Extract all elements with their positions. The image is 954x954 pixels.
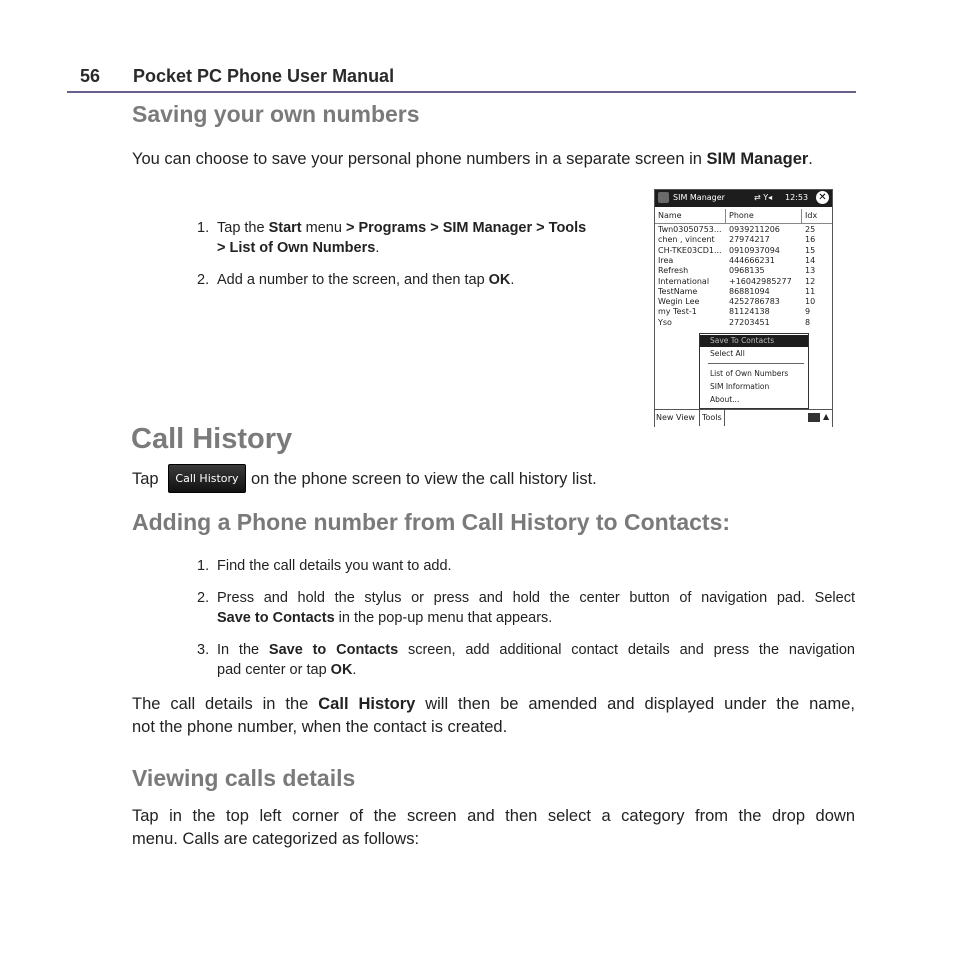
step-text-b: Save to Contacts (217, 610, 335, 626)
contact-phone: 4252786783 (729, 297, 780, 307)
keyboard-icon[interactable] (808, 413, 820, 422)
step-text-e: OK (330, 662, 353, 678)
tools-button[interactable]: Tools (699, 409, 725, 426)
step-text-e: . (375, 240, 380, 256)
manual-title: Pocket PC Phone User Manual (133, 66, 395, 86)
contact-phone: 81124138 (729, 307, 770, 317)
step-text-line2 (217, 608, 855, 628)
step-text-b: Save to Contacts (268, 642, 399, 658)
contact-index: 11 (805, 286, 816, 296)
device-menu-bar (655, 409, 832, 427)
contact-name: CH-TKE03CD1... (658, 245, 722, 255)
header-divider (67, 91, 856, 93)
intro-paragraph (132, 148, 855, 171)
step-1 (197, 556, 855, 578)
device-app-title: SIM Manager (673, 193, 725, 202)
tap-instruction: on the phone screen to view the call history list. (251, 470, 597, 488)
contact-row[interactable] (655, 225, 832, 235)
tap-word: Tap (132, 470, 159, 488)
contact-row[interactable] (655, 277, 832, 287)
step-number: 3. (197, 642, 210, 658)
contact-phone: 86881094 (729, 286, 770, 296)
contact-row[interactable] (655, 235, 832, 245)
contact-index: 12 (805, 276, 816, 286)
contact-name: chen , vincent (658, 235, 715, 245)
menu-item-list-of-own-numbers[interactable] (700, 368, 808, 380)
up-arrow-icon[interactable]: ▲ (823, 412, 830, 421)
call-history-button[interactable]: Call History (168, 464, 246, 493)
contact-row[interactable] (655, 246, 832, 256)
step-text-b: OK (488, 272, 511, 288)
contact-phone: 444666231 (729, 255, 775, 265)
menu-item-select-all[interactable] (700, 348, 808, 360)
step-3 (197, 640, 855, 682)
paragraph-line2: not the phone number, when the contact is created. (132, 718, 508, 736)
new-view-button[interactable]: New View (656, 413, 695, 422)
contact-name: Refresh (658, 266, 689, 276)
contact-index: 25 (805, 225, 816, 234)
signal-icon: ⇄ Y◂ (754, 193, 773, 202)
step-text-d: > Programs > SIM Manager > Tools > List of Own Numbers (217, 220, 587, 256)
tools-menu (699, 333, 809, 409)
step-text-line1 (217, 640, 855, 660)
step-2 (197, 270, 597, 292)
step-text-b: Start (268, 220, 302, 236)
step-text-c: in the pop-up menu that appears. (334, 610, 553, 626)
step-number: 2. (197, 590, 210, 606)
close-icon[interactable]: ✕ (816, 191, 829, 204)
paragraph-line1 (132, 693, 855, 716)
intro-text: You can choose to save your personal phone numbers in a separate screen in (132, 150, 707, 168)
contact-row[interactable] (655, 297, 832, 307)
menu-item-label: List of Own Numbers (710, 369, 789, 378)
menu-item-label: SIM Information (710, 382, 770, 391)
heading-call-history: Call History (131, 423, 293, 455)
intro-bold: SIM Manager (706, 150, 809, 168)
contact-row[interactable] (655, 318, 832, 328)
contact-name: my Test-1 (658, 307, 697, 317)
step-text-a: Tap the (217, 220, 269, 236)
step-number: 1. (197, 558, 210, 574)
contact-name: International (658, 276, 710, 286)
contact-index: 9 (805, 307, 811, 317)
contact-index: 10 (805, 297, 816, 307)
contact-phone: 0939211206 (729, 225, 780, 234)
column-phone[interactable]: Phone (729, 211, 754, 220)
windows-start-icon[interactable] (658, 192, 669, 203)
step-text: Find the call details you want to add. (217, 558, 452, 574)
step-text-c: . (510, 272, 515, 288)
contact-index: 13 (805, 266, 816, 276)
contact-index: 15 (805, 245, 816, 255)
step-number: 2. (197, 272, 210, 288)
step-text-d: pad center or tap (217, 662, 331, 678)
step-text-line2 (217, 660, 855, 680)
device-clock: 12:53 (785, 193, 809, 202)
menu-item-sim-information[interactable] (700, 381, 808, 393)
menu-item-label: Select All (710, 349, 745, 358)
contact-row[interactable] (655, 287, 832, 297)
note-text-b: Call History (318, 695, 416, 713)
step-text (217, 640, 855, 680)
heading-viewing-calls: Viewing calls details (132, 765, 356, 791)
contact-phone: 27203451 (729, 317, 770, 327)
menu-item-label: About... (710, 395, 740, 404)
menu-item-label: Save To Contacts (710, 336, 775, 345)
contact-index: 8 (805, 317, 811, 327)
contact-phone: 27974217 (729, 235, 770, 245)
column-idx[interactable]: Idx (805, 211, 818, 220)
step-text-f: . (352, 662, 357, 678)
contact-row[interactable] (655, 307, 832, 317)
column-name[interactable]: Name (658, 211, 682, 220)
contact-name: TestName (658, 286, 698, 296)
step-text-c: screen, add additional contact details and press the navigation (398, 642, 855, 658)
sim-manager-screenshot (654, 189, 833, 427)
step-text (217, 218, 597, 258)
heading-add-to-contacts: Adding a Phone number from Call History to Contacts: (132, 509, 731, 535)
contact-name: Irea (658, 255, 674, 265)
viewing-paragraph (132, 805, 855, 851)
contact-index: 16 (805, 235, 816, 245)
step-1 (197, 218, 597, 260)
contact-phone: 0968135 (729, 266, 765, 276)
heading-saving-numbers: Saving your own numbers (132, 101, 420, 127)
contact-index: 14 (805, 255, 816, 265)
paragraph-line1: Tap in the top left corner of the screen and then select a category from the drop down (132, 807, 855, 825)
note-text-a: The call details in the (132, 695, 319, 713)
step-text (217, 588, 855, 628)
column-headers (655, 209, 832, 224)
intro-end: . (808, 150, 813, 168)
contact-row[interactable] (655, 256, 832, 266)
contact-phone: +16042985277 (729, 276, 792, 286)
call-details-paragraph (132, 693, 855, 739)
step-text (217, 270, 514, 290)
contact-name: Twn03050753... (658, 225, 722, 234)
step-text-c: menu (301, 220, 346, 236)
step-text-a: Add a number to the screen, and then tap (217, 272, 489, 288)
contact-name: Yso (658, 317, 672, 327)
step-number: 1. (197, 220, 210, 236)
column-divider (725, 209, 726, 223)
paragraph-line2: menu. Calls are categorized as follows: (132, 830, 420, 848)
contact-phone: 0910937094 (729, 245, 780, 255)
menu-separator (708, 363, 804, 364)
step-text-a: Press and hold the stylus or press and hold the center button of navigation pad. Select (217, 590, 855, 606)
page-number: 56 (80, 66, 101, 86)
step-2 (197, 588, 855, 630)
contact-name: Wegin Lee (658, 297, 700, 307)
menu-item-save-to-contacts[interactable] (700, 335, 808, 347)
step-text-a: In the (217, 642, 269, 658)
column-divider (801, 209, 802, 223)
contact-row[interactable] (655, 266, 832, 276)
note-text-c: will then be amended and displayed under the name, (415, 695, 855, 713)
device-title-bar (655, 190, 832, 207)
menu-item-about[interactable] (700, 394, 808, 406)
